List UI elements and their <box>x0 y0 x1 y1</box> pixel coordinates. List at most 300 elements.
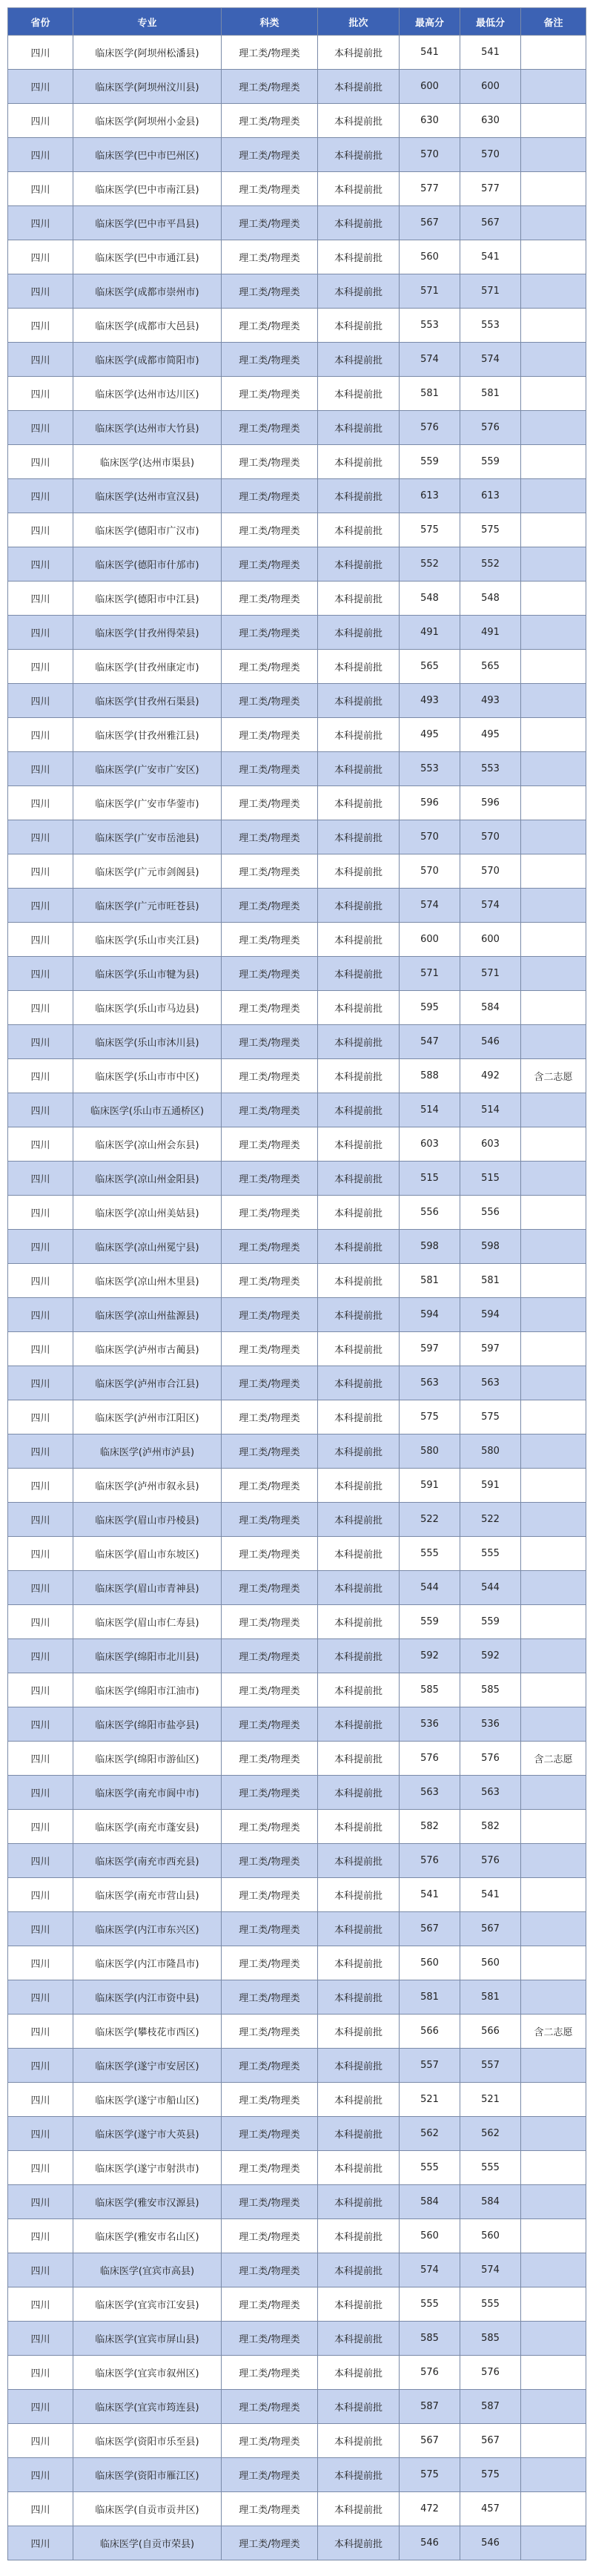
cell-subject-category: 理工类/物理类 <box>222 2458 318 2492</box>
cell-min-score: 581 <box>460 1980 521 2015</box>
cell-batch: 本科提前批 <box>318 820 400 854</box>
cell-remarks <box>521 786 586 820</box>
cell-subject-category: 理工类/物理类 <box>222 1127 318 1162</box>
cell-max-score: 598 <box>400 1230 460 1264</box>
cell-province: 四川 <box>8 2015 73 2049</box>
cell-remarks <box>521 377 586 411</box>
table-row <box>8 2492 586 2526</box>
table-row <box>8 957 586 991</box>
cell-min-score: 600 <box>460 70 521 104</box>
cell-max-score: 580 <box>400 1434 460 1469</box>
cell-remarks <box>521 2458 586 2492</box>
cell-remarks <box>521 445 586 479</box>
cell-min-score: 546 <box>460 1025 521 1059</box>
cell-subject-category: 理工类/物理类 <box>222 820 318 854</box>
cell-min-score: 541 <box>460 36 521 70</box>
cell-batch: 本科提前批 <box>318 138 400 172</box>
cell-major: 临床医学(泸州市泸县) <box>73 1434 222 1469</box>
cell-province: 四川 <box>8 138 73 172</box>
table-row <box>8 2151 586 2185</box>
cell-max-score: 574 <box>400 889 460 923</box>
cell-subject-category: 理工类/物理类 <box>222 1230 318 1264</box>
cell-max-score: 556 <box>400 1196 460 1230</box>
cell-province: 四川 <box>8 957 73 991</box>
cell-remarks <box>521 547 586 582</box>
cell-remarks <box>521 70 586 104</box>
cell-min-score: 567 <box>460 206 521 240</box>
table-row <box>8 274 586 309</box>
cell-major: 临床医学(凉山州木里县) <box>73 1264 222 1298</box>
cell-subject-category: 理工类/物理类 <box>222 582 318 616</box>
cell-batch: 本科提前批 <box>318 2219 400 2253</box>
cell-max-score: 576 <box>400 2356 460 2390</box>
cell-major: 临床医学(雅安市名山区) <box>73 2219 222 2253</box>
cell-batch: 本科提前批 <box>318 2083 400 2117</box>
cell-min-score: 570 <box>460 138 521 172</box>
cell-province: 四川 <box>8 718 73 752</box>
cell-max-score: 581 <box>400 1264 460 1298</box>
cell-remarks <box>521 1503 586 1537</box>
cell-min-score: 560 <box>460 2219 521 2253</box>
cell-max-score: 576 <box>400 1844 460 1878</box>
cell-batch: 本科提前批 <box>318 2356 400 2390</box>
cell-major: 临床医学(德阳市广汉市) <box>73 513 222 547</box>
cell-batch: 本科提前批 <box>318 718 400 752</box>
table-row <box>8 786 586 820</box>
cell-remarks <box>521 1810 586 1844</box>
cell-subject-category: 理工类/物理类 <box>222 2049 318 2083</box>
cell-major: 临床医学(攀枝花市西区) <box>73 2015 222 2049</box>
cell-max-score: 582 <box>400 1810 460 1844</box>
cell-province: 四川 <box>8 1912 73 1946</box>
cell-province: 四川 <box>8 1264 73 1298</box>
cell-batch: 本科提前批 <box>318 2253 400 2287</box>
cell-max-score: 575 <box>400 2458 460 2492</box>
cell-major: 临床医学(泸州市叙永县) <box>73 1469 222 1503</box>
cell-batch: 本科提前批 <box>318 684 400 718</box>
cell-province: 四川 <box>8 1366 73 1400</box>
cell-min-score: 555 <box>460 1537 521 1571</box>
cell-subject-category: 理工类/物理类 <box>222 1503 318 1537</box>
table-row <box>8 2322 586 2356</box>
cell-batch: 本科提前批 <box>318 1537 400 1571</box>
cell-major: 临床医学(凉山州冕宁县) <box>73 1230 222 1264</box>
cell-major: 临床医学(眉山市东坡区) <box>73 1537 222 1571</box>
cell-max-score: 570 <box>400 138 460 172</box>
cell-max-score: 522 <box>400 1503 460 1537</box>
cell-min-score: 567 <box>460 1912 521 1946</box>
table-row <box>8 1844 586 1878</box>
cell-min-score: 566 <box>460 2015 521 2049</box>
cell-subject-category: 理工类/物理类 <box>222 1400 318 1434</box>
cell-subject-category: 理工类/物理类 <box>222 1980 318 2015</box>
cell-major: 临床医学(成都市崇州市) <box>73 274 222 309</box>
cell-province: 四川 <box>8 2117 73 2151</box>
cell-max-score: 577 <box>400 172 460 206</box>
cell-subject-category: 理工类/物理类 <box>222 1844 318 1878</box>
table-row <box>8 923 586 957</box>
cell-batch: 本科提前批 <box>318 582 400 616</box>
cell-major: 临床医学(南充市阆中市) <box>73 1776 222 1810</box>
cell-major: 临床医学(泸州市江阳区) <box>73 1400 222 1434</box>
cell-remarks <box>521 1912 586 1946</box>
cell-remarks <box>521 2083 586 2117</box>
cell-subject-category: 理工类/物理类 <box>222 889 318 923</box>
cell-major: 临床医学(自贡市荣县) <box>73 2526 222 2560</box>
cell-min-score: 544 <box>460 1571 521 1605</box>
cell-province: 四川 <box>8 616 73 650</box>
cell-min-score: 560 <box>460 1946 521 1980</box>
cell-major: 临床医学(乐山市马边县) <box>73 991 222 1025</box>
cell-subject-category: 理工类/物理类 <box>222 2424 318 2458</box>
cell-min-score: 522 <box>460 1503 521 1537</box>
cell-province: 四川 <box>8 2458 73 2492</box>
cell-batch: 本科提前批 <box>318 2185 400 2219</box>
cell-max-score: 591 <box>400 1469 460 1503</box>
cell-major: 临床医学(南充市营山县) <box>73 1878 222 1912</box>
cell-max-score: 566 <box>400 2015 460 2049</box>
table-row <box>8 2287 586 2322</box>
cell-major: 临床医学(甘孜州石渠县) <box>73 684 222 718</box>
cell-province: 四川 <box>8 752 73 786</box>
cell-remarks <box>521 650 586 684</box>
cell-min-score: 553 <box>460 309 521 343</box>
cell-remarks <box>521 1127 586 1162</box>
cell-major: 临床医学(遂宁市大英县) <box>73 2117 222 2151</box>
cell-province: 四川 <box>8 1946 73 1980</box>
table-row <box>8 138 586 172</box>
cell-max-score: 472 <box>400 2492 460 2526</box>
cell-subject-category: 理工类/物理类 <box>222 70 318 104</box>
cell-province: 四川 <box>8 2424 73 2458</box>
cell-min-score: 580 <box>460 1434 521 1469</box>
cell-max-score: 546 <box>400 2526 460 2560</box>
cell-max-score: 594 <box>400 1298 460 1332</box>
cell-subject-category: 理工类/物理类 <box>222 1946 318 1980</box>
cell-min-score: 493 <box>460 684 521 718</box>
cell-min-score: 575 <box>460 513 521 547</box>
cell-major: 临床医学(眉山市仁寿县) <box>73 1605 222 1639</box>
cell-remarks <box>521 1230 586 1264</box>
cell-subject-category: 理工类/物理类 <box>222 1673 318 1707</box>
cell-major: 临床医学(甘孜州雅江县) <box>73 718 222 752</box>
cell-min-score: 613 <box>460 479 521 513</box>
cell-subject-category: 理工类/物理类 <box>222 957 318 991</box>
cell-subject-category: 理工类/物理类 <box>222 1434 318 1469</box>
cell-max-score: 567 <box>400 2424 460 2458</box>
cell-min-score: 571 <box>460 274 521 309</box>
cell-province: 四川 <box>8 513 73 547</box>
cell-province: 四川 <box>8 1332 73 1366</box>
cell-province: 四川 <box>8 1742 73 1776</box>
cell-major: 临床医学(达州市渠县) <box>73 445 222 479</box>
cell-major: 临床医学(甘孜州得荣县) <box>73 616 222 650</box>
table-row <box>8 1605 586 1639</box>
cell-major: 临床医学(阿坝州松潘县) <box>73 36 222 70</box>
cell-max-score: 574 <box>400 2253 460 2287</box>
cell-min-score: 600 <box>460 923 521 957</box>
cell-min-score: 575 <box>460 2458 521 2492</box>
cell-subject-category: 理工类/物理类 <box>222 1707 318 1742</box>
cell-subject-category: 理工类/物理类 <box>222 445 318 479</box>
cell-province: 四川 <box>8 1980 73 2015</box>
table-row <box>8 36 586 70</box>
table-row <box>8 547 586 582</box>
cell-max-score: 493 <box>400 684 460 718</box>
table-row <box>8 1946 586 1980</box>
cell-batch: 本科提前批 <box>318 650 400 684</box>
cell-batch: 本科提前批 <box>318 1264 400 1298</box>
cell-max-score: 547 <box>400 1025 460 1059</box>
cell-max-score: 592 <box>400 1639 460 1673</box>
cell-max-score: 588 <box>400 1059 460 1093</box>
cell-batch: 本科提前批 <box>318 240 400 274</box>
cell-remarks <box>521 1400 586 1434</box>
cell-max-score: 597 <box>400 1332 460 1366</box>
cell-batch: 本科提前批 <box>318 1810 400 1844</box>
cell-min-score: 563 <box>460 1776 521 1810</box>
cell-major: 临床医学(绵阳市盐亭县) <box>73 1707 222 1742</box>
cell-major: 临床医学(成都市简阳市) <box>73 343 222 377</box>
cell-remarks <box>521 1673 586 1707</box>
cell-major: 临床医学(泸州市合江县) <box>73 1366 222 1400</box>
cell-batch: 本科提前批 <box>318 1844 400 1878</box>
cell-major: 临床医学(凉山州会东县) <box>73 1127 222 1162</box>
table-row <box>8 2390 586 2424</box>
cell-remarks <box>521 684 586 718</box>
cell-min-score: 597 <box>460 1332 521 1366</box>
cell-max-score: 567 <box>400 206 460 240</box>
cell-batch: 本科提前批 <box>318 2287 400 2322</box>
cell-province: 四川 <box>8 1434 73 1469</box>
cell-subject-category: 理工类/物理类 <box>222 1639 318 1673</box>
cell-batch: 本科提前批 <box>318 206 400 240</box>
cell-major: 临床医学(广安市华蓥市) <box>73 786 222 820</box>
table-row <box>8 1707 586 1742</box>
cell-batch: 本科提前批 <box>318 2015 400 2049</box>
cell-major: 临床医学(资阳市乐至县) <box>73 2424 222 2458</box>
cell-subject-category: 理工类/物理类 <box>222 616 318 650</box>
cell-remarks <box>521 2390 586 2424</box>
cell-remarks <box>521 616 586 650</box>
cell-max-score: 570 <box>400 820 460 854</box>
table-row <box>8 1742 586 1776</box>
table-row <box>8 1230 586 1264</box>
table-row <box>8 1025 586 1059</box>
cell-max-score: 553 <box>400 309 460 343</box>
table-row <box>8 2253 586 2287</box>
cell-remarks <box>521 1469 586 1503</box>
cell-remarks <box>521 1537 586 1571</box>
cell-remarks <box>521 991 586 1025</box>
cell-subject-category: 理工类/物理类 <box>222 1912 318 1946</box>
cell-subject-category: 理工类/物理类 <box>222 36 318 70</box>
cell-max-score: 563 <box>400 1366 460 1400</box>
cell-min-score: 553 <box>460 752 521 786</box>
cell-min-score: 574 <box>460 343 521 377</box>
cell-max-score: 515 <box>400 1162 460 1196</box>
cell-major: 临床医学(巴中市巴州区) <box>73 138 222 172</box>
cell-max-score: 600 <box>400 923 460 957</box>
cell-province: 四川 <box>8 889 73 923</box>
cell-max-score: 560 <box>400 2219 460 2253</box>
cell-batch: 本科提前批 <box>318 616 400 650</box>
table-row <box>8 1878 586 1912</box>
cell-batch: 本科提前批 <box>318 1162 400 1196</box>
cell-remarks <box>521 1707 586 1742</box>
cell-remarks <box>521 274 586 309</box>
cell-province: 四川 <box>8 1571 73 1605</box>
cell-min-score: 575 <box>460 1400 521 1434</box>
cell-remarks: 含二志愿 <box>521 1742 586 1776</box>
cell-major: 临床医学(宜宾市屏山县) <box>73 2322 222 2356</box>
cell-max-score: 613 <box>400 479 460 513</box>
cell-max-score: 575 <box>400 1400 460 1434</box>
cell-province: 四川 <box>8 1162 73 1196</box>
header-subject-category: 科类 <box>222 8 318 36</box>
cell-province: 四川 <box>8 1605 73 1639</box>
cell-batch: 本科提前批 <box>318 479 400 513</box>
table-row <box>8 1332 586 1366</box>
cell-province: 四川 <box>8 172 73 206</box>
cell-province: 四川 <box>8 343 73 377</box>
cell-remarks <box>521 1298 586 1332</box>
cell-remarks <box>521 513 586 547</box>
cell-subject-category: 理工类/物理类 <box>222 2287 318 2322</box>
cell-batch: 本科提前批 <box>318 2322 400 2356</box>
table-row <box>8 1366 586 1400</box>
cell-max-score: 596 <box>400 786 460 820</box>
cell-province: 四川 <box>8 2049 73 2083</box>
cell-remarks <box>521 1639 586 1673</box>
cell-min-score: 567 <box>460 2424 521 2458</box>
cell-min-score: 598 <box>460 1230 521 1264</box>
cell-subject-category: 理工类/物理类 <box>222 2492 318 2526</box>
cell-subject-category: 理工类/物理类 <box>222 2185 318 2219</box>
cell-max-score: 585 <box>400 2322 460 2356</box>
cell-min-score: 594 <box>460 1298 521 1332</box>
cell-remarks <box>521 1844 586 1878</box>
cell-max-score: 565 <box>400 650 460 684</box>
cell-province: 四川 <box>8 2151 73 2185</box>
cell-subject-category: 理工类/物理类 <box>222 1776 318 1810</box>
cell-min-score: 457 <box>460 2492 521 2526</box>
cell-subject-category: 理工类/物理类 <box>222 479 318 513</box>
cell-major: 临床医学(阿坝州小金县) <box>73 104 222 138</box>
cell-province: 四川 <box>8 1230 73 1264</box>
cell-province: 四川 <box>8 479 73 513</box>
cell-min-score: 555 <box>460 2151 521 2185</box>
cell-max-score: 514 <box>400 1093 460 1127</box>
cell-min-score: 565 <box>460 650 521 684</box>
cell-min-score: 581 <box>460 377 521 411</box>
cell-province: 四川 <box>8 2492 73 2526</box>
cell-max-score: 559 <box>400 1605 460 1639</box>
cell-batch: 本科提前批 <box>318 1127 400 1162</box>
cell-subject-category: 理工类/物理类 <box>222 377 318 411</box>
cell-remarks <box>521 2117 586 2151</box>
cell-remarks <box>521 2526 586 2560</box>
cell-province: 四川 <box>8 582 73 616</box>
cell-max-score: 536 <box>400 1707 460 1742</box>
cell-batch: 本科提前批 <box>318 377 400 411</box>
table-row <box>8 1264 586 1298</box>
cell-remarks <box>521 2424 586 2458</box>
cell-batch: 本科提前批 <box>318 1912 400 1946</box>
cell-major: 临床医学(南充市西充县) <box>73 1844 222 1878</box>
cell-max-score: 574 <box>400 343 460 377</box>
cell-subject-category: 理工类/物理类 <box>222 104 318 138</box>
cell-remarks <box>521 1264 586 1298</box>
cell-batch: 本科提前批 <box>318 2049 400 2083</box>
cell-batch: 本科提前批 <box>318 957 400 991</box>
cell-batch: 本科提前批 <box>318 2424 400 2458</box>
cell-remarks <box>521 2322 586 2356</box>
cell-major: 临床医学(遂宁市射洪市) <box>73 2151 222 2185</box>
cell-batch: 本科提前批 <box>318 1366 400 1400</box>
table-row <box>8 2015 586 2049</box>
cell-province: 四川 <box>8 2287 73 2322</box>
cell-batch: 本科提前批 <box>318 1639 400 1673</box>
cell-batch: 本科提前批 <box>318 445 400 479</box>
cell-min-score: 515 <box>460 1162 521 1196</box>
cell-province: 四川 <box>8 684 73 718</box>
cell-major: 临床医学(广元市旺苍县) <box>73 889 222 923</box>
cell-subject-category: 理工类/物理类 <box>222 343 318 377</box>
cell-major: 临床医学(乐山市沐川县) <box>73 1025 222 1059</box>
cell-subject-category: 理工类/物理类 <box>222 138 318 172</box>
cell-max-score: 544 <box>400 1571 460 1605</box>
cell-min-score: 563 <box>460 1366 521 1400</box>
cell-batch: 本科提前批 <box>318 1332 400 1366</box>
admission-score-table <box>7 7 586 2560</box>
cell-major: 临床医学(绵阳市游仙区) <box>73 1742 222 1776</box>
cell-subject-category: 理工类/物理类 <box>222 2219 318 2253</box>
table-row <box>8 991 586 1025</box>
cell-min-score: 559 <box>460 445 521 479</box>
cell-remarks <box>521 206 586 240</box>
table-row <box>8 513 586 547</box>
cell-subject-category: 理工类/物理类 <box>222 2083 318 2117</box>
cell-major: 临床医学(凉山州美姑县) <box>73 1196 222 1230</box>
cell-remarks: 含二志愿 <box>521 1059 586 1093</box>
cell-province: 四川 <box>8 36 73 70</box>
cell-major: 临床医学(资阳市雁江区) <box>73 2458 222 2492</box>
table-row <box>8 1776 586 1810</box>
cell-batch: 本科提前批 <box>318 1571 400 1605</box>
cell-major: 临床医学(德阳市什邡市) <box>73 547 222 582</box>
cell-subject-category: 理工类/物理类 <box>222 1264 318 1298</box>
cell-remarks <box>521 752 586 786</box>
table-row <box>8 889 586 923</box>
cell-major: 临床医学(宜宾市高县) <box>73 2253 222 2287</box>
cell-subject-category: 理工类/物理类 <box>222 752 318 786</box>
cell-remarks <box>521 36 586 70</box>
cell-batch: 本科提前批 <box>318 309 400 343</box>
cell-batch: 本科提前批 <box>318 786 400 820</box>
cell-min-score: 582 <box>460 1810 521 1844</box>
cell-min-score: 585 <box>460 2322 521 2356</box>
cell-max-score: 555 <box>400 2287 460 2322</box>
table-row <box>8 1434 586 1469</box>
cell-batch: 本科提前批 <box>318 2526 400 2560</box>
cell-province: 四川 <box>8 70 73 104</box>
cell-min-score: 521 <box>460 2083 521 2117</box>
table-row <box>8 650 586 684</box>
cell-province: 四川 <box>8 309 73 343</box>
cell-batch: 本科提前批 <box>318 70 400 104</box>
cell-province: 四川 <box>8 377 73 411</box>
